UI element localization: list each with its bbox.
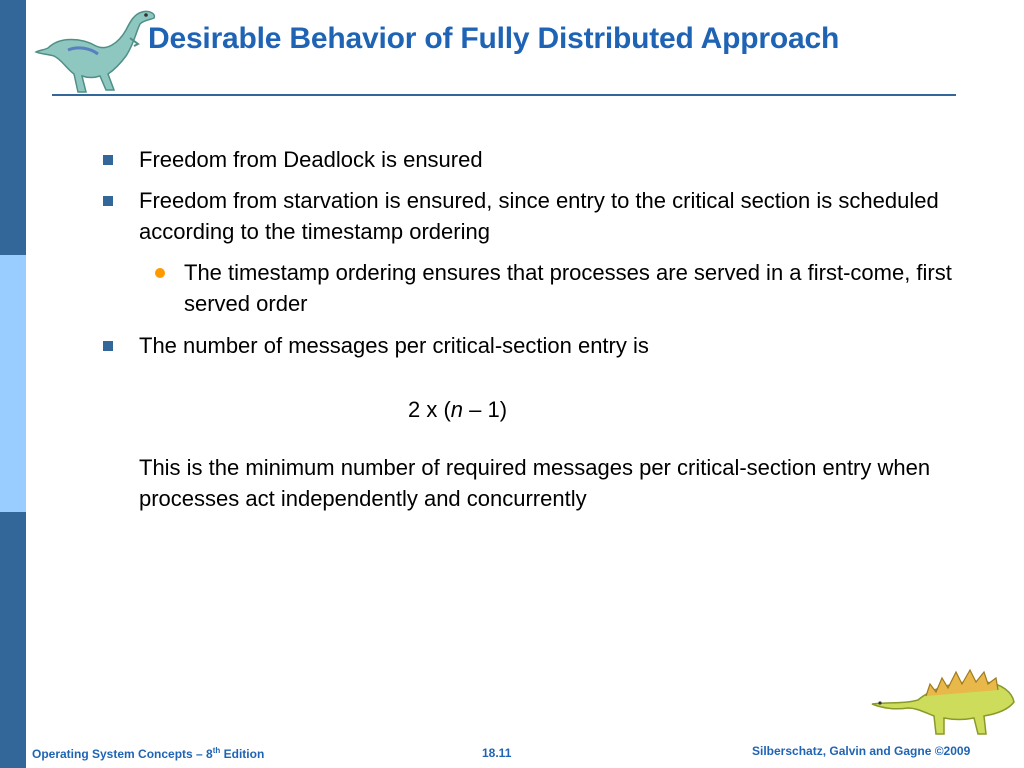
bullet-deadlock: Freedom from Deadlock is ensured (139, 147, 483, 172)
minimum-messages-note: This is the minimum number of required messages per critical-section entry when processes act independently and concurrently (139, 455, 931, 511)
bullet-square-icon (103, 341, 113, 351)
slide-number: 18.11 (482, 746, 512, 760)
footer-book-title (32, 746, 264, 761)
footer-book-suffix: Edition (220, 747, 265, 761)
bullet-starvation: Freedom from starvation is ensured, since entry to the critical section is scheduled according to the timestamp ordering (139, 188, 939, 244)
sidebar-segment-middle (0, 255, 26, 512)
bullet-square-icon (103, 196, 113, 206)
footer-copyright: Silberschatz, Galvin and Gagne ©2009 (752, 744, 971, 758)
formula-prefix: 2 x ( (408, 397, 451, 422)
left-sidebar-stripe (0, 0, 26, 768)
footer-book-text: Operating System Concepts – 8 (32, 747, 213, 761)
formula-suffix: – 1) (463, 397, 508, 422)
formula-variable: n (450, 397, 464, 422)
title-underline (52, 94, 956, 96)
footer-book-sup: th (212, 746, 221, 755)
message-count-formula (408, 394, 507, 425)
sub-bullet-timestamp: The timestamp ordering ensures that processes are served in a first-come, first served order (184, 260, 952, 316)
bullet-dot-icon (155, 268, 165, 278)
stegosaurus-icon (868, 658, 1016, 738)
bullet-square-icon (103, 155, 113, 165)
sidebar-segment-bottom (0, 512, 26, 768)
sidebar-segment-top (0, 0, 26, 255)
bullet-messages: The number of messages per critical-section entry is (139, 333, 649, 358)
slide-title: Desirable Behavior of Fully Distributed Approach (148, 22, 840, 55)
dinosaur-icon (34, 4, 160, 96)
